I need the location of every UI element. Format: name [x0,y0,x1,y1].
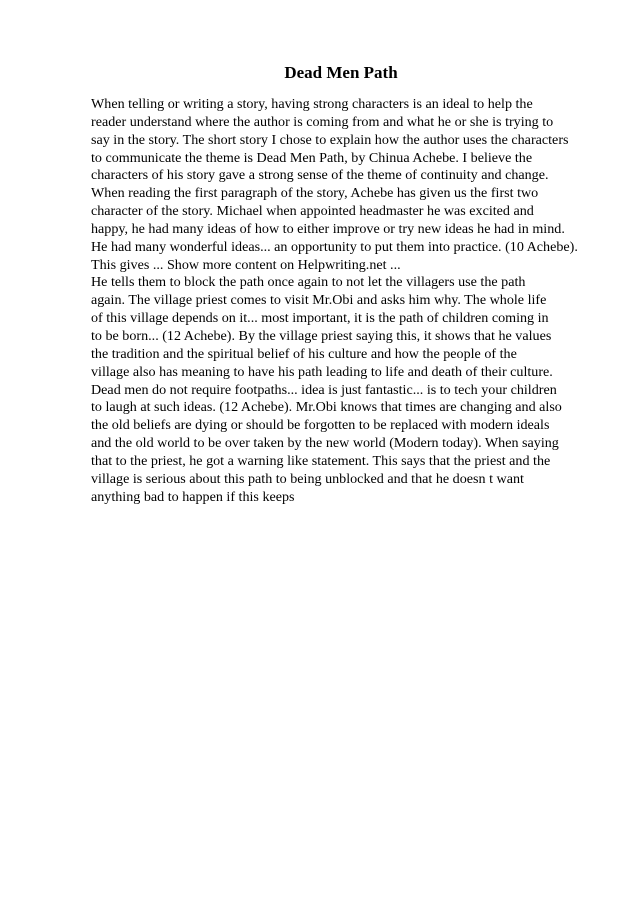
body-line: reader understand where the author is coming from and what he or she is trying to [91,113,554,130]
body-line: He tells them to block the path once again to not let the villagers use the path [91,274,526,291]
body-line: When reading the first paragraph of the story, Achebe has given us the first two [91,185,539,202]
body-line: again. The village priest comes to visit Mr.Obi and asks him why. The whole life [91,292,547,309]
document-body [91,96,631,506]
body-line: Dead men do not require footpaths... idea is just fantastic... is to tech your children [91,381,557,398]
body-line: the tradition and the spiritual belief of his culture and how the people of the [91,345,517,362]
show-more-line: This gives ... Show more content on Helpwriting.net ... [91,256,401,273]
body-line: to laugh at such ideas. (12 Achebe). Mr.Obi knows that times are changing and also [91,399,562,416]
body-line: say in the story. The short story I chose to explain how the author uses the characters [91,131,569,148]
body-line: When telling or writing a story, having strong characters is an ideal to help the [91,96,533,112]
body-line: the old beliefs are dying or should be forgotten to be replaced with modern ideals [91,417,550,434]
body-line: anything bad to happen if this keeps [91,488,295,505]
body-line: to communicate the theme is Dead Men Path, by Chinua Achebe. I believe the [91,149,533,166]
body-line: and the old world to be over taken by the new world (Modern today). When saying [91,435,559,452]
body-line: that to the priest, he got a warning like statement. This says that the priest and the [91,452,551,469]
body-line: happy, he had many ideas of how to either improve or try new ideas he had in mind. [91,220,565,237]
body-line: He had many wonderful ideas... an opportunity to put them into practice. (10 Achebe). [91,238,578,255]
body-line: character of the story. Michael when appointed headmaster he was excited and [91,203,534,220]
body-line: village is serious about this path to being unblocked and that he doesn t want [91,470,524,487]
document-title: Dead Men Path [284,63,398,82]
body-line: of this village depends on it... most important, it is the path of children coming in [91,310,549,327]
body-line: to be born... (12 Achebe). By the village priest saying this, it shows that he values [91,327,552,344]
body-line: characters of his story gave a strong sense of the theme of continuity and change. [91,167,549,184]
body-line: village also has meaning to have his path leading to life and death of their culture. [91,363,553,380]
